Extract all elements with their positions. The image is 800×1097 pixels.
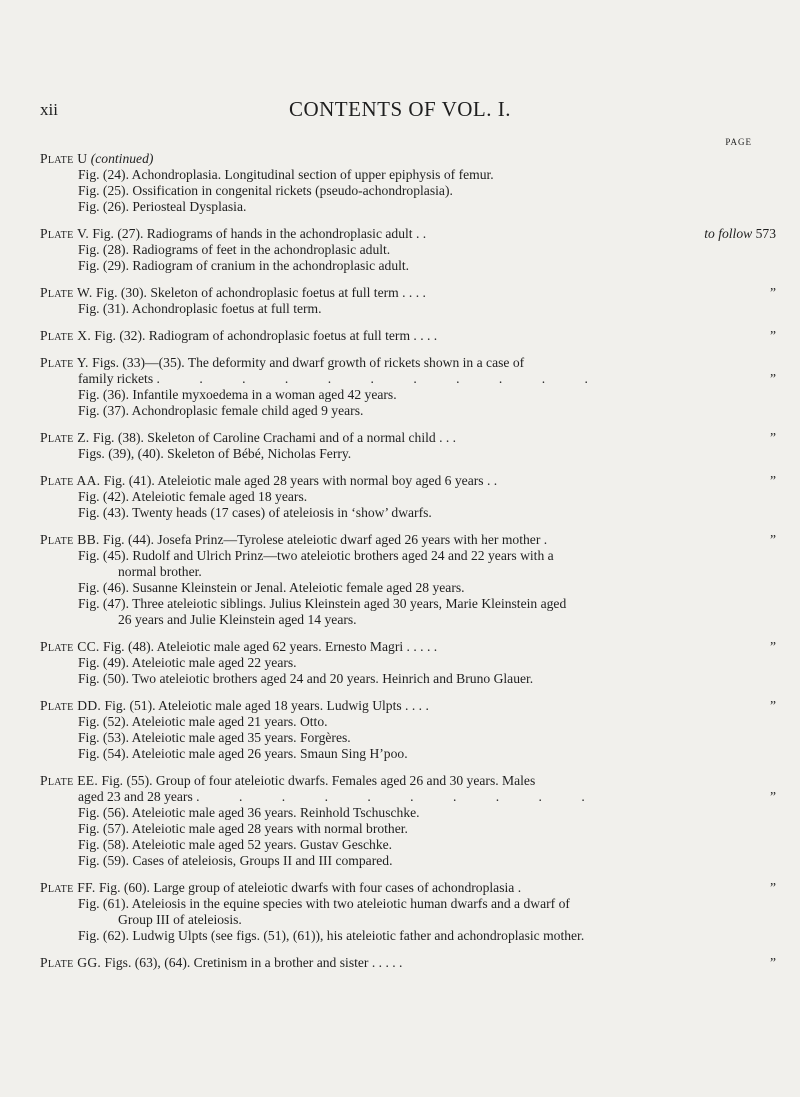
figure-caption: Fig. (47). Three ateleiotic siblings. Julius Kleinstein aged 30 years, Marie Kleinstein aged [78, 596, 567, 611]
figure-caption-wrapped [40, 371, 776, 387]
page-reference: ” [769, 473, 776, 488]
page-column-label: PAGE [725, 137, 752, 147]
figure-caption: Fig. (58). Ateleiotic male aged 52 years. Gustav Geschke. [78, 837, 393, 852]
figure-caption: Fig. (38). Skeleton of Caroline Crachami and of a normal child . . . [92, 430, 457, 445]
plate-entry [40, 955, 776, 971]
page-number: xii [40, 100, 58, 119]
page-reference: ” [769, 371, 776, 386]
figure-caption: Fig. (57). Ateleiotic male aged 28 years with normal brother. [78, 821, 408, 836]
page-reference: ” [769, 639, 776, 654]
caption-continuation: Group III of ateleiosis. [118, 912, 242, 927]
contents-list [40, 151, 776, 982]
caption-continuation: 26 years and Julie Kleinstein aged 14 years. [118, 612, 357, 627]
figure-caption: Fig. (25). Ossification in congenital rickets (pseudo-achondroplasia). [78, 183, 453, 198]
plate-first-line [40, 955, 776, 971]
plate-entry [40, 430, 776, 462]
figure-caption: Fig. (29). Radiogram of cranium in the achondroplasic adult. [78, 258, 410, 273]
figure-caption: Fig. (62). Ludwig Ulpts (see figs. (51), (61)), his ateleiotic father and achondroplasic mother. [78, 928, 585, 943]
plate-entry [40, 698, 776, 762]
caption-continuation: normal brother. [118, 564, 202, 579]
figure-caption: Fig. (27). Radiograms of hands in the achondroplasic adult . . [92, 226, 427, 241]
plate-entry [40, 532, 776, 628]
figure-caption: Fig. (37). Achondroplasic female child aged 9 years. [78, 403, 364, 418]
figure-caption: Fig. (36). Infantile myxoedema in a woman aged 42 years. [78, 387, 397, 402]
figure-caption: Fig. (24). Achondroplasia. Longitudinal section of upper epiphysis of femur. [78, 167, 494, 182]
page-reference: ” [769, 285, 776, 300]
plate-first-line [40, 639, 776, 655]
figure-caption: Fig. (53). Ateleiotic male aged 35 years. Forgères. [78, 730, 351, 745]
figure-caption: Fig. (54). Ateleiotic male aged 26 years. Smaun Sing H’poo. [78, 746, 408, 761]
figure-caption: Fig. (43). Twenty heads (17 cases) of ateleiosis in ‘show’ dwarfs. [78, 505, 432, 520]
figure-caption: Fig. (51). Ateleiotic male aged 18 years. Ludwig Ulpts . . . . [104, 698, 429, 713]
page-reference: ” [769, 328, 776, 343]
plate-heading: Plate Z. [40, 430, 90, 445]
running-head: CONTENTS OF VOL. I. [288, 97, 512, 121]
figure-caption: Figs. (39), (40). Skeleton of Bébé, Nicholas Ferry. [78, 446, 352, 461]
plate-heading: Plate U [40, 151, 88, 166]
figure-caption: aged 23 and 28 years [78, 789, 193, 804]
figure-caption: Fig. (60). Large group of ateleiotic dwarfs with four cases of achondroplasia . [98, 880, 522, 895]
plate-heading: Plate EE. [40, 773, 99, 788]
plate-heading: Plate DD. [40, 698, 102, 713]
figure-caption-wrapped [40, 896, 776, 928]
page-reference: ” [769, 430, 776, 445]
plate-entry [40, 285, 776, 317]
page-reference: ” [769, 789, 776, 804]
figure-caption-wrapped [40, 596, 776, 628]
figure-caption: Fig. (45). Rudolf and Ulrich Prinz—two ateleiotic brothers aged 24 and 22 years with a [78, 548, 554, 563]
plate-heading: Plate AA. [40, 473, 101, 488]
page-reference: ” [769, 955, 776, 970]
figure-caption: Fig. (49). Ateleiotic male aged 22 years. [78, 655, 297, 670]
figure-caption: Fig. (28). Radiograms of feet in the achondroplasic adult. [78, 242, 391, 257]
plate-first-line [40, 355, 776, 371]
plate-first-line [40, 698, 776, 714]
plate-first-line [40, 880, 776, 896]
plate-entry [40, 226, 776, 274]
figure-caption: Fig. (48). Ateleiotic male aged 62 years. Ernesto Magri . . . . . [103, 639, 438, 654]
plate-entry [40, 473, 776, 521]
page-reference: ” [769, 532, 776, 547]
figure-caption: Fig. (31). Achondroplasic foetus at full term. [78, 301, 322, 316]
plate-first-line [40, 430, 776, 446]
figure-caption: Fig. (44). Josefa Prinz—Tyrolese ateleiotic dwarf aged 26 years with her mother . [103, 532, 548, 547]
plate-entry [40, 151, 776, 215]
figure-caption: Fig. (56). Ateleiotic male aged 36 years. Reinhold Tschuschke. [78, 805, 420, 820]
figure-caption: Fig. (46). Susanne Kleinstein or Jenal. Ateleiotic female aged 28 years. [78, 580, 465, 595]
plate-first-line [40, 226, 776, 242]
figure-caption: Fig. (61). Ateleiosis in the equine species with two ateleiotic human dwarfs and a dwarf of [78, 896, 570, 911]
figure-caption: Fig. (52). Ateleiotic male aged 21 years. Otto. [78, 714, 328, 729]
plate-entry [40, 355, 776, 419]
figure-caption: Fig. (59). Cases of ateleiosis, Groups II and III compared. [78, 853, 393, 868]
plate-first-line [40, 532, 776, 548]
figure-caption: Figs. (33)—(35). The deformity and dwarf growth of rickets shown in a case of [92, 355, 525, 370]
figure-caption: Fig. (30). Skeleton of achondroplasic foetus at full term . . . . [95, 285, 426, 300]
figure-caption: (continued) [90, 151, 154, 166]
plate-first-line [40, 473, 776, 489]
plate-heading: Plate W. [40, 285, 93, 300]
page-reference: to follow 573 [704, 226, 776, 241]
plate-heading: Plate GG. [40, 955, 102, 970]
figure-caption: Fig. (50). Two ateleiotic brothers aged 24 and 20 years. Heinrich and Bruno Glauer. [78, 671, 534, 686]
plate-heading: Plate X. [40, 328, 92, 343]
plate-first-line [40, 285, 776, 301]
figure-caption: Fig. (32). Radiogram of achondroplasic foetus at full term . . . . [94, 328, 438, 343]
figure-caption: Fig. (41). Ateleiotic male aged 28 years with normal boy aged 6 years . . [103, 473, 498, 488]
leader-dots: . . . . . . . . . . [196, 789, 603, 804]
figure-caption: family rickets [78, 371, 154, 386]
plate-heading: Plate CC. [40, 639, 100, 654]
figure-caption-wrapped [40, 548, 776, 580]
plate-entry [40, 773, 776, 869]
plate-first-line [40, 773, 776, 789]
leader-dots: . . . . . . . . . . . [156, 371, 606, 386]
figure-caption: Fig. (42). Ateleiotic female aged 18 years. [78, 489, 308, 504]
plate-entry [40, 880, 776, 944]
plate-first-line [40, 328, 776, 344]
plate-heading: Plate Y. [40, 355, 89, 370]
figure-caption: Fig. (26). Periosteal Dysplasia. [78, 199, 247, 214]
plate-first-line [40, 151, 776, 167]
plate-entry [40, 639, 776, 687]
plate-heading: Plate FF. [40, 880, 96, 895]
plate-heading: Plate V. [40, 226, 90, 241]
page-reference: ” [769, 698, 776, 713]
figure-caption: Fig. (55). Group of four ateleiotic dwarfs. Females aged 26 and 30 years. Males [101, 773, 536, 788]
page-reference: ” [769, 880, 776, 895]
figure-caption: Figs. (63), (64). Cretinism in a brother and sister . . . . . [104, 955, 403, 970]
figure-caption-wrapped [40, 789, 776, 805]
plate-heading: Plate BB. [40, 532, 100, 547]
plate-entry [40, 328, 776, 344]
